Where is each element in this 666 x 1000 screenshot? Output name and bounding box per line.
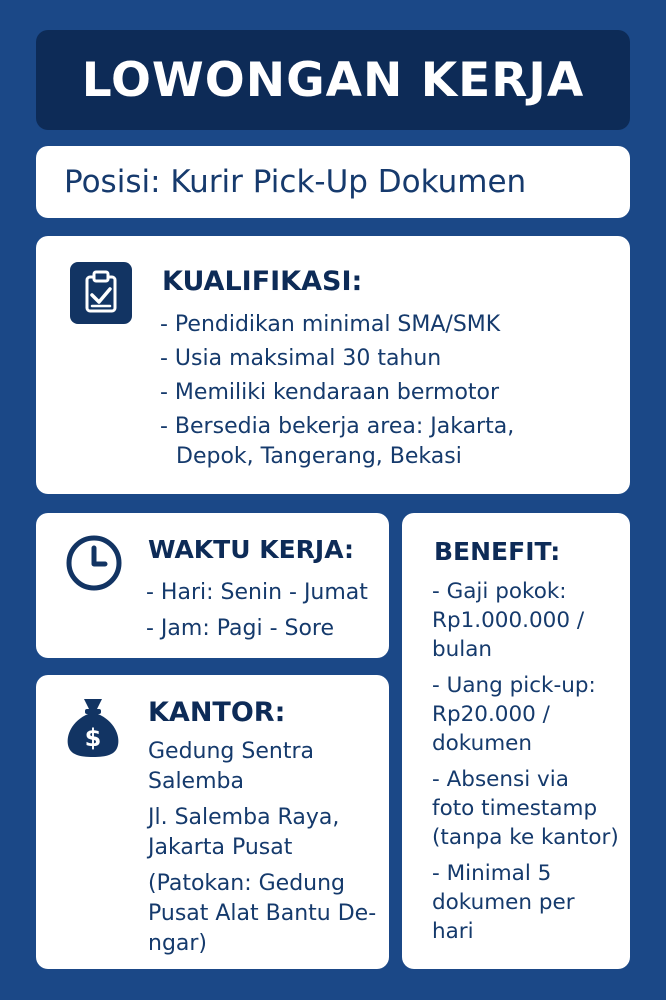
kantor-landmark-line: ngar) xyxy=(148,931,208,956)
list-item: - Usia maksimal 30 tahun xyxy=(160,346,442,371)
list-item xyxy=(160,412,514,472)
header-banner xyxy=(36,30,630,130)
benefit-list xyxy=(432,577,619,953)
list-item: - Pendidikan minimal SMA/SMK xyxy=(160,312,501,337)
list-item-line: dokumen per xyxy=(432,890,575,915)
kantor-landmark-line: Pusat Alat Bantu De- xyxy=(148,901,377,926)
waktu-kerja-card xyxy=(36,513,389,658)
list-item xyxy=(432,765,619,852)
list-item-line: dokumen xyxy=(432,731,533,756)
clock-icon xyxy=(64,533,124,597)
kantor-building-line: Gedung Sentra xyxy=(148,739,314,764)
svg-text:$: $ xyxy=(84,724,102,752)
kantor-landmark-line: (Patokan: Gedung xyxy=(148,871,346,896)
list-item-line: - Bersedia bekerja area: Jakarta, xyxy=(160,414,515,439)
list-item xyxy=(432,577,619,664)
kantor-address xyxy=(148,803,376,863)
kantor-details xyxy=(148,737,376,965)
list-item xyxy=(432,859,619,946)
list-item: - Memiliki kendaraan bermotor xyxy=(160,380,500,405)
list-item: - Jam: Pagi - Sore xyxy=(146,616,335,641)
kantor-landmark xyxy=(148,869,376,959)
list-item-line: - Gaji pokok: xyxy=(432,579,567,604)
list-item-line: bulan xyxy=(432,637,493,662)
list-item: - Hari: Senin - Jumat xyxy=(146,580,368,605)
clipboard-check-icon xyxy=(70,262,132,328)
kantor-heading: KANTOR: xyxy=(148,697,286,728)
kantor-building xyxy=(148,737,376,797)
list-item-line: foto timestamp xyxy=(432,796,598,821)
kantor-building-line: Salemba xyxy=(148,769,244,794)
page-title: LOWONGAN KERJA xyxy=(81,52,585,108)
benefit-card xyxy=(402,513,630,969)
list-item-line: Rp20.000 / xyxy=(432,702,550,727)
list-item xyxy=(432,671,619,758)
kantor-address-line: Jakarta Pusat xyxy=(148,835,293,860)
position-text: Posisi: Kurir Pick-Up Dokumen xyxy=(64,164,527,200)
waktu-kerja-heading: WAKTU KERJA: xyxy=(148,535,355,564)
list-item-line: Rp1.000.000 / xyxy=(432,608,585,633)
list-item-line: - Uang pick-up: xyxy=(432,673,596,698)
list-item-line: - Minimal 5 xyxy=(432,861,552,886)
kualifikasi-list xyxy=(160,308,514,472)
list-item-line: - Absensi via xyxy=(432,767,569,792)
list-item-line: hari xyxy=(432,919,474,944)
position-card xyxy=(36,146,630,218)
kantor-address-line: Jl. Salemba Raya, xyxy=(148,805,340,830)
money-bag-icon xyxy=(64,695,122,763)
list-item-line: Depok, Tangerang, Bekasi xyxy=(176,444,462,469)
list-item-line: (tanpa ke kantor) xyxy=(432,825,619,850)
kualifikasi-card xyxy=(36,236,630,494)
waktu-kerja-list xyxy=(146,575,368,647)
kualifikasi-heading: KUALIFIKASI: xyxy=(162,266,363,297)
kantor-card xyxy=(36,675,389,969)
benefit-heading: BENEFIT: xyxy=(434,537,561,566)
